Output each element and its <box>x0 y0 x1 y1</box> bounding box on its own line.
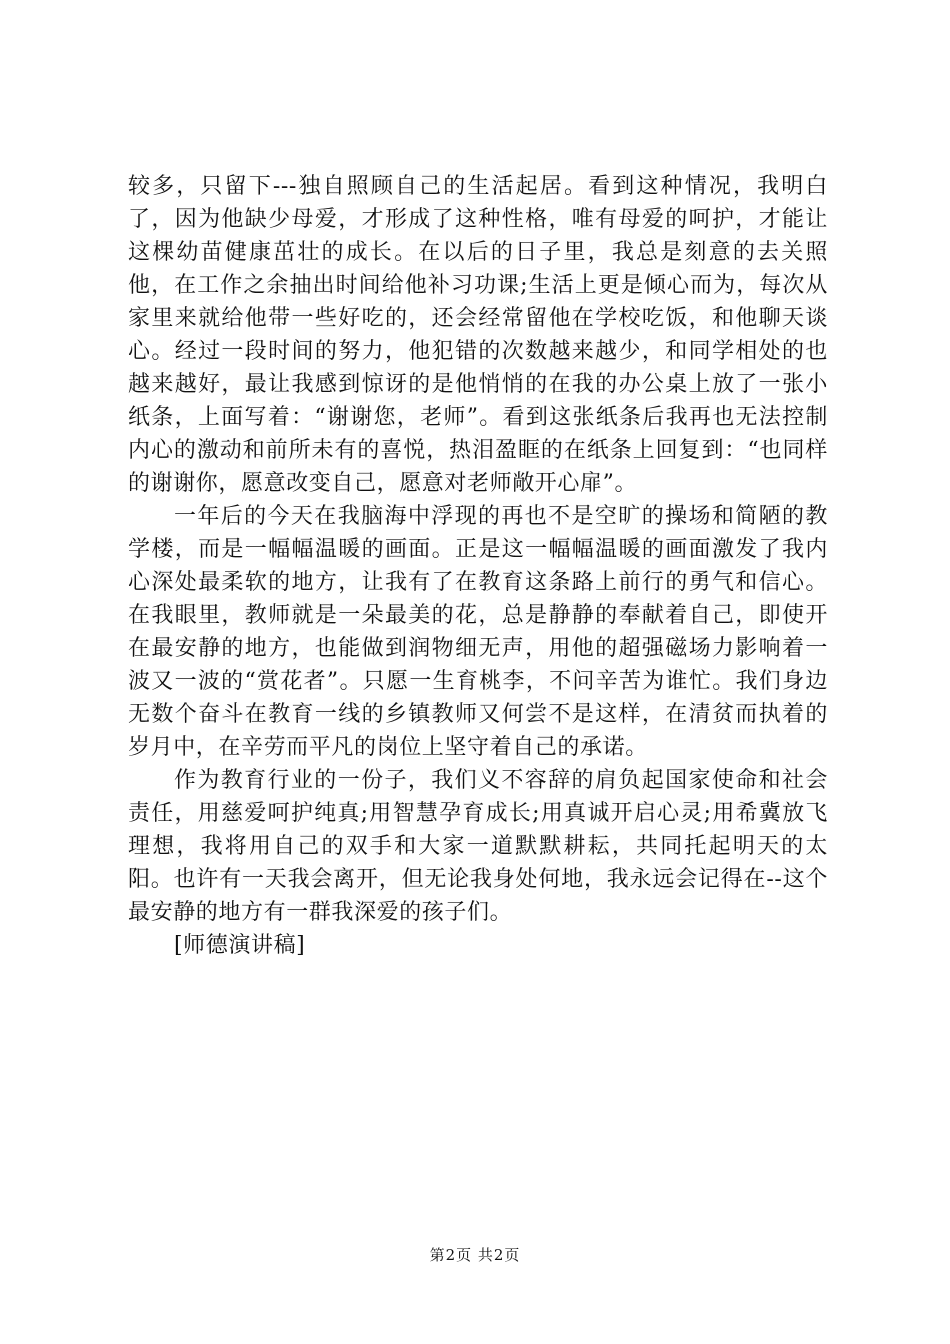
document-body <box>128 170 828 962</box>
page-number: 第2页 共2页 <box>429 1246 521 1264</box>
paragraph-continued: 较多，只留下---独自照顾自己的生活起居。看到这种情况，我明白了，因为他缺少母爱，才形成了这种性格，唯有母爱的呵护，才能让这棵幼苗健康茁壮的成长。在以后的日子里，我总是刻意的去关照他，在工作之余抽出时间给他补习功课;生活上更是倾心而为，每次从家里来就给他带一些好吃的，还会经常留他在学校吃饭，和他聊天谈心。经过一段时间的努力，他犯错的次数越来越少，和同学相处的也越来越好，最让我感到惊讶的是他悄悄的在我的办公桌上放了一张小纸条，上面写着：“谢谢您，老师”。看到这张纸条后我再也无法控制内心的激动和前所未有的喜悦，热泪盈眶的在纸条上回复到：“也同样的谢谢你，愿意改变自己，愿意对老师敞开心扉”。 <box>128 174 828 496</box>
paragraph-commitment: 作为教育行业的一份子，我们义不容辞的肩负起国家使命和社会责任，用慈爱呵护纯真;用智慧孕育成长;用真诚开启心灵;用希冀放飞理想，我将用自己的双手和大家一道默默耕耘，共同托起明天的太阳。也许有一天我会离开，但无论我身处何地，我永远会记得在--这个最安静的地方有一群我深爱的孩子们。 <box>128 768 828 925</box>
page-footer <box>0 1244 950 1265</box>
paragraph-reflection: 一年后的今天在我脑海中浮现的再也不是空旷的操场和简陋的教学楼，而是一幅幅温暖的画面。正是这一幅幅温暖的画面激发了我内心深处最柔软的地方，让我有了在教育这条路上前行的勇气和信心。在我眼里，教师就是一朵最美的花，总是静静的奉献着自己，即使开在最安静的地方，也能做到润物细无声，用他的超强磁场力影响着一波又一波的“赏花者”。只愿一生育桃李，不问辛苦为谁忙。我们身边无数个奋斗在教育一线的乡镇教师又何尝不是这样，在清贫而执着的岁月中，在辛劳而平凡的岗位上坚守着自己的承诺。 <box>128 504 828 760</box>
document-tag: [师德演讲稿] <box>174 933 306 958</box>
